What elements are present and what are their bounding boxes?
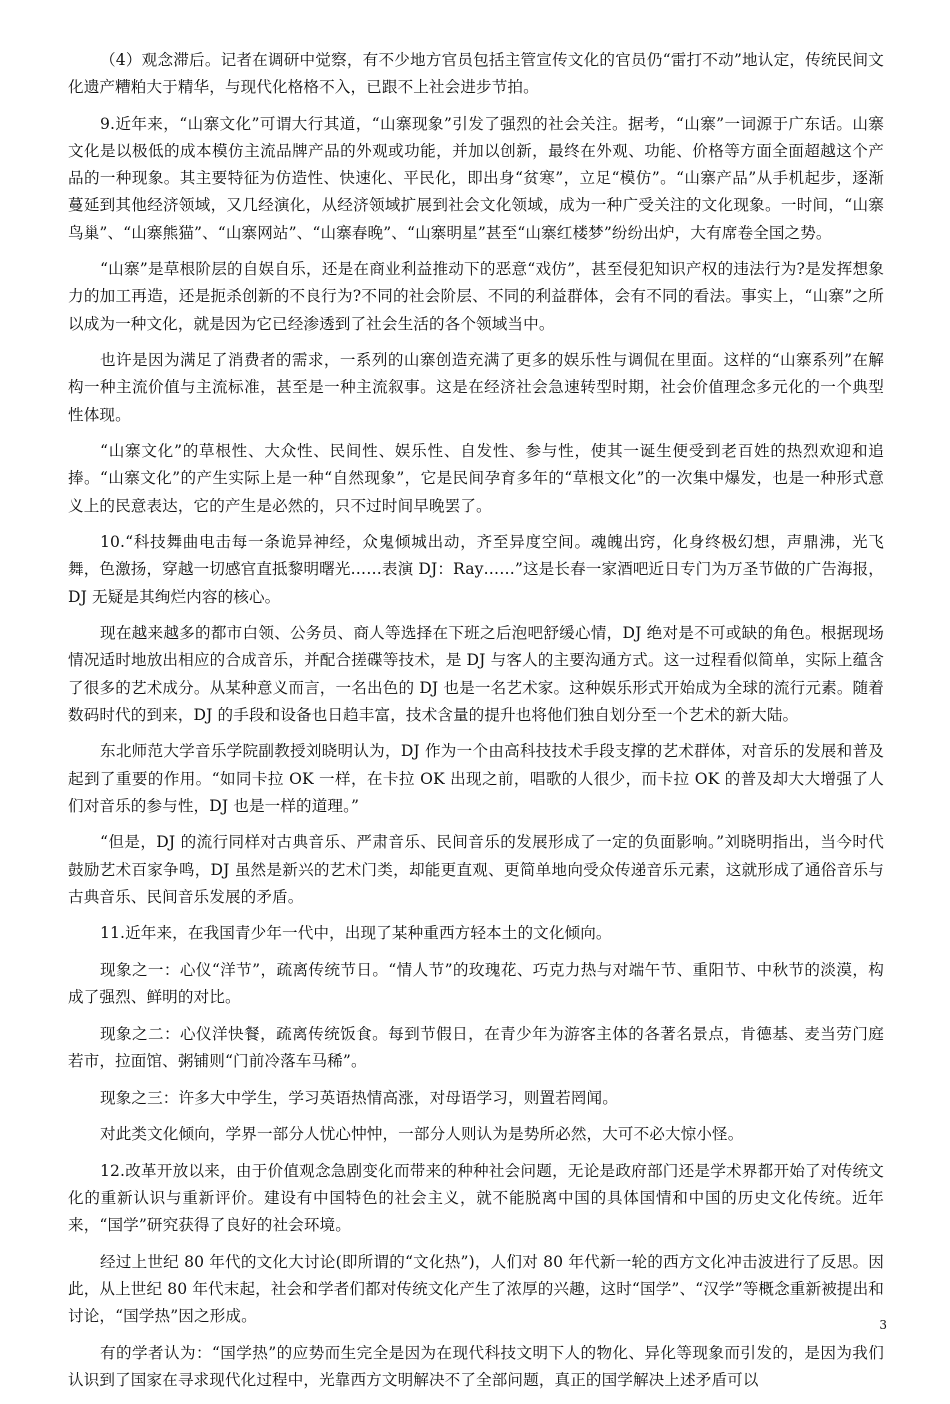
paragraph: 东北师范大学音乐学院副教授刘晓明认为，DJ 作为一个由高科技技术手段支撑的艺术群体，对音乐的发展和普及起到了重要的作用。“如同卡拉 OK 一样，在卡拉 OK 出现之前，唱歌的人很少，而卡拉 OK 的普及却大大增强了人们对音乐的参与性，DJ 也是一样的道理。” bbox=[68, 742, 884, 815]
paragraph: 现象之三：许多大中学生，学习英语热情高涨，对母语学习，则置若罔闻。 bbox=[100, 1088, 618, 1107]
paragraph: （4）观念滞后。记者在调研中觉察，有不少地方官员包括主管宣传文化的官员仍“雷打不动”地认定，传统民间文化遗产糟粕大于精华，与现代化格格不入，已跟不上社会进步节拍。 bbox=[68, 51, 884, 97]
paragraph: 也许是因为满足了消费者的需求，一系列的山寨创造充满了更多的娱乐性与调侃在里面。这样的“山寨系列”在解构一种主流价值与主流标准，甚至是一种主流叙事。这是在经济社会急速转型时期，社会价值理念多元化的一个典型性体现。 bbox=[68, 351, 884, 424]
paragraph: 对此类文化倾向，学界一部分人忧心忡忡，一部分人则认为是势所必然，大可不必大惊小怪。 bbox=[100, 1125, 744, 1144]
document-body bbox=[68, 47, 884, 1404]
paragraph: 11.近年来，在我国青少年一代中，出现了某种重西方轻本土的文化倾向。 bbox=[100, 924, 612, 943]
paragraph: 现象之一：心仪“洋节”，疏离传统节日。“情人节”的玫瑰花、巧克力热与对端午节、重阳节、中秋节的淡漠，构成了强烈、鲜明的对比。 bbox=[68, 961, 884, 1007]
paragraph: 现象之二：心仪洋快餐，疏离传统饭食。每到节假日，在青少年为游客主体的各著名景点，肯德基、麦当劳门庭若市，拉面馆、粥铺则“门前冷落车马稀”。 bbox=[68, 1024, 884, 1070]
paragraph: “山寨”是草根阶层的自娱自乐，还是在商业利益推动下的恶意“戏仿”，甚至侵犯知识产权的违法行为?是发挥想象力的加工再造，还是扼杀创新的不良行为?不同的社会阶层、不同的利益群体，会有不同的看法。事实上，“山寨”之所以成为一种文化，就是因为它已经渗透到了社会生活的各个领域当中。 bbox=[68, 260, 884, 333]
paragraph: 有的学者认为：“国学热”的应势而生完全是因为在现代科技文明下人的物化、异化等现象而引发的，是因为我们认识到了国家在寻求现代化过程中，光靠西方文明解决不了全部问题，真正的国学解决上述矛盾可以 bbox=[68, 1343, 884, 1389]
paragraph: 12.改革开放以来，由于价值观念急剧变化而带来的种种社会问题，无论是政府部门还是学术界都开始了对传统文化的重新认识与重新评价。建设有中国特色的社会主义，就不能脱离中国的具体国情和中国的历史文化传统。近年来，“国学”研究获得了良好的社会环境。 bbox=[68, 1161, 884, 1235]
paragraph: 10.“科技舞曲电击每一条诡异神经，众鬼倾城出动，齐至异度空间。魂魄出窍，化身终极幻想，声鼎沸，光飞舞，色激扬，穿越一切感官直抵黎明曙光……表演 DJ：Ray……”这是长春一家酒吧近日专门为万圣节做的广告海报，DJ 无疑是其绚烂内容的核心。 bbox=[68, 533, 884, 606]
paragraph: 9.近年来，“山寨文化”可谓大行其道，“山寨现象”引发了强烈的社会关注。据考，“山寨”一词源于广东话。山寨文化是以极低的成本模仿主流品牌产品的外观或功能，并加以创新，最终在外观、功能、价格等方面全面超越这个产品的一种现象。其主要特征为仿造性、快速化、平民化，即出身“贫寒”，立足“模仿”。“山寨产品”从手机起步，逐渐蔓延到其他经济领域，又几经演化，从经济领域扩展到社会文化领域，成为一种广受关注的文化现象。一时间，“山寨鸟巢”、“山寨熊猫”、“山寨网站”、“山寨春晚”、“山寨明星”甚至“山寨红楼梦”纷纷出炉，大有席卷全国之势。 bbox=[68, 114, 884, 242]
paragraph: 现在越来越多的都市白领、公务员、商人等选择在下班之后泡吧舒缓心情，DJ 绝对是不可或缺的角色。根据现场情况适时地放出相应的合成音乐，并配合搓碟等技术，是 DJ 与客人的主要沟通方式。这一过程看似简单，实际上蕴含了很多的艺术成分。从某种意义而言，一名出色的 DJ 也是一名艺术家。这种娱乐形式开始成为全球的流行元素。随着数码时代的到来，DJ 的手段和设备也日趋丰富，技术含量的提升也将他们独自划分至一个艺术的新大陆。 bbox=[68, 624, 884, 724]
page-number: 3 bbox=[879, 1318, 887, 1332]
paragraph: “但是，DJ 的流行同样对古典音乐、严肃音乐、民间音乐的发展形成了一定的负面影响。”刘晓明指出，当今时代鼓励艺术百家争鸣，DJ 虽然是新兴的艺术门类，却能更直观、更简单地向受众传递音乐元素，这就形成了通俗音乐与古典音乐、民间音乐发展的矛盾。 bbox=[68, 833, 884, 906]
paragraph: 经过上世纪 80 年代的文化大讨论(即所谓的“文化热”)，人们对 80 年代新一轮的西方文化冲击波进行了反思。因此，从上世纪 80 年代末起，社会和学者们都对传统文化产生了浓厚的兴趣，这时“国学”、“汉学”等概念重新被提出和讨论，“国学热”因之形成。 bbox=[68, 1252, 884, 1326]
paragraph: “山寨文化”的草根性、大众性、民间性、娱乐性、自发性、参与性，使其一诞生便受到老百姓的热烈欢迎和追捧。“山寨文化”的产生实际上是一种“自然现象”，它是民间孕育多年的“草根文化”的一次集中爆发，也是一种形式意义上的民意表达，它的产生是必然的，只不过时间早晚罢了。 bbox=[68, 442, 884, 515]
